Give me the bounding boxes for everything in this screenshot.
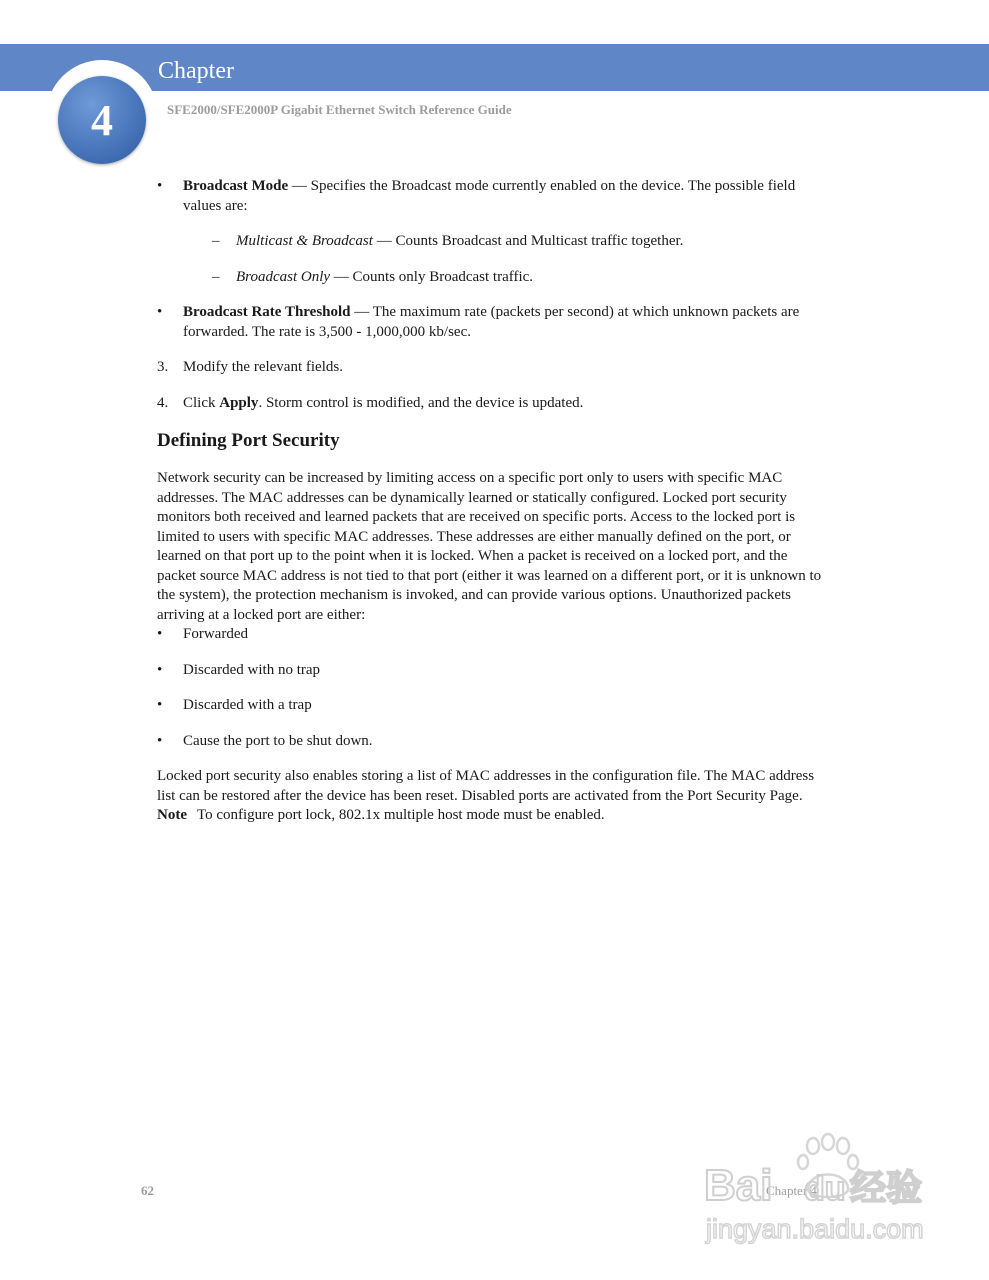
note-label: Note xyxy=(157,807,187,823)
option-label: Broadcast Only xyxy=(236,268,331,285)
option-text: — Counts Broadcast and Multicast traffic together. xyxy=(372,233,684,249)
page-content xyxy=(157,177,829,826)
apply-term: Apply xyxy=(219,394,259,411)
term-label: Broadcast Rate Threshold xyxy=(183,304,351,320)
list-item-text: Discarded with no trap xyxy=(183,661,321,678)
watermark-brand-text: Bai xyxy=(704,1161,773,1210)
bullet-icon: • xyxy=(157,178,163,194)
step-4 xyxy=(157,394,829,414)
bullet-icon: • xyxy=(157,697,163,713)
bullet-icon: • xyxy=(157,626,163,642)
bullet-icon: • xyxy=(157,732,163,749)
locked-port-paragraph: Locked port security also enables storing a list of MAC addresses in the configuration file. The MAC address list can be restored after the device has been reset. Disabled ports are activated from the Port Security Page. xyxy=(157,768,815,804)
option-text: — Counts only Broadcast traffic. xyxy=(330,268,534,285)
section-heading: Defining Port Security xyxy=(157,430,340,451)
step-text-post: . Storm control is modified, and the device is updated. xyxy=(258,394,584,411)
step-number: 3. xyxy=(157,359,169,375)
dash-icon: – xyxy=(212,268,220,285)
sub-item-broadcast-only xyxy=(157,268,829,288)
step-number: 4. xyxy=(157,394,169,411)
step-3 xyxy=(157,358,829,378)
list-item-rate-threshold xyxy=(157,303,829,342)
list-item-text: Cause the port to be shut down. xyxy=(183,732,373,749)
list-item xyxy=(157,696,829,716)
bullet-icon: • xyxy=(157,304,163,320)
term-text: — The maximum rate (packets per second) at which unknown packets are forwarded. The rate is 3,500 - 1,000,000 kb/sec. xyxy=(183,304,800,340)
step-text: Modify the relevant fields. xyxy=(183,359,343,375)
note xyxy=(157,806,829,826)
bullet-icon: • xyxy=(157,661,163,678)
watermark-url-text: jingyan.baidu.com xyxy=(706,1214,924,1244)
baidu-watermark-logo xyxy=(700,1130,950,1250)
term-label: Broadcast Mode xyxy=(183,178,289,194)
term-text: — Specifies the Broadcast mode currently enabled on the device. The possible field values are: xyxy=(183,178,796,214)
chapter-number-badge: 4 xyxy=(58,76,146,164)
sub-item-multicast-broadcast xyxy=(157,232,829,252)
intro-paragraph: Network security can be increased by limiting access on a specific port only to users with specific MAC addresses. The MAC addresses can be dynamically learned or statically configured. Locked port security monitors both received and learned packets that are received on specific ports. Access to the locked port is limited to users with specific MAC addresses. These addresses are either manually defined on the port, or learned on that port up to the point when it is locked. When a packet is received on a locked port, and the packet source MAC address is not tied to that port (either it was learned on a different port, or it is unknown to the system), the protection mechanism is invoked, and can provide various options. Unauthorized packets arriving at a locked port are either: xyxy=(157,470,822,623)
option-label: Multicast & Broadcast xyxy=(236,233,373,249)
list-item xyxy=(157,625,829,645)
list-item-text: Discarded with a trap xyxy=(183,697,312,713)
note-text: To configure port lock, 802.1x multiple host mode must be enabled. xyxy=(197,807,605,823)
list-item-broadcast-mode xyxy=(157,177,829,216)
dash-icon: – xyxy=(212,233,220,249)
page-number: 62 xyxy=(141,1183,154,1198)
footer-chapter-label: Chapter 4 xyxy=(766,1183,817,1198)
chapter-label: Chapter xyxy=(158,58,234,84)
step-text-pre: Click xyxy=(183,394,220,411)
list-item xyxy=(157,661,829,681)
guide-title: SFE2000/SFE2000P Gigabit Ethernet Switch Reference Guide xyxy=(167,102,512,117)
list-item xyxy=(157,732,829,752)
watermark-brand-text-2: du xyxy=(804,1170,846,1208)
list-item-text: Forwarded xyxy=(183,626,248,642)
watermark-cn-text: 经验 xyxy=(850,1168,923,1209)
